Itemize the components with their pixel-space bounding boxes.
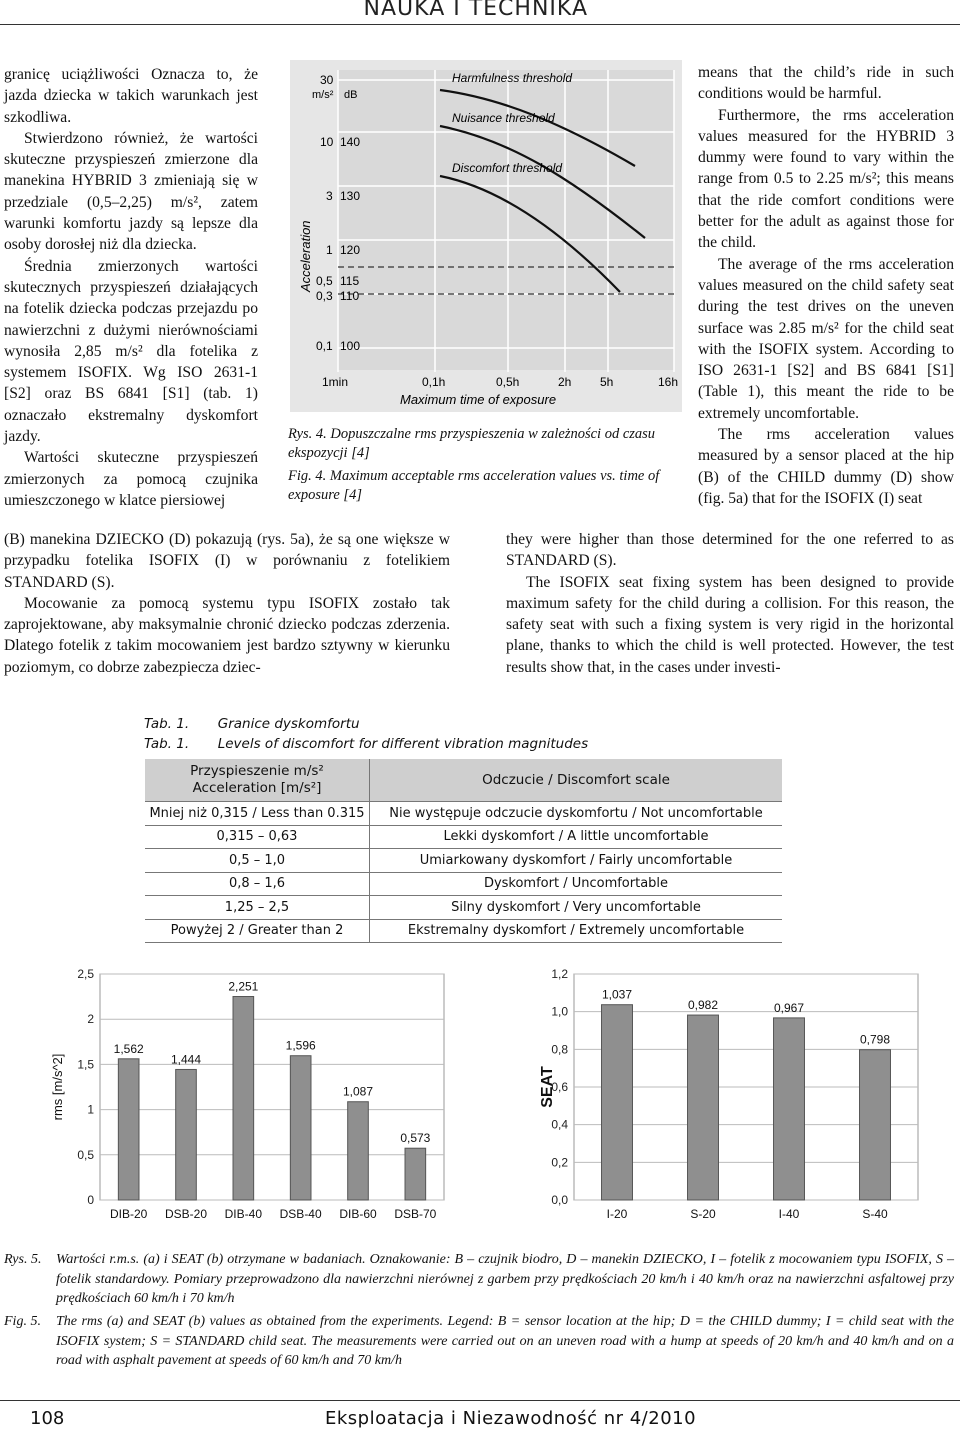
data-label: 1,444	[170, 1052, 202, 1067]
y-tick-ms2: 0,5	[316, 274, 333, 288]
header-line: Przyspieszenie m/s²	[190, 763, 324, 779]
bar	[405, 1148, 426, 1200]
data-label: 0,573	[400, 1131, 431, 1146]
figure-5-caption-en	[4, 1312, 954, 1371]
table-row	[145, 825, 782, 849]
bar	[233, 997, 254, 1200]
figure-label: Rys. 5.	[4, 1252, 42, 1267]
x-tick-label: DIB-60	[339, 1207, 377, 1221]
journal-name: Eksploatacja i Niezawodność nr 4/2010	[325, 1408, 697, 1429]
data-label: 1,037	[601, 987, 633, 1002]
x-tick: 0,5h	[496, 375, 520, 389]
y-axis-label: SEAT	[539, 1066, 556, 1108]
left-paragraph: granicę uciążliwości Oznacza to, że jazda dziecka w takich warunkach jest szkodliwa.	[4, 66, 258, 126]
bar	[176, 1069, 197, 1200]
right-paragraph: they were higher than those determined for the one referred to as STANDARD (S).	[506, 531, 954, 570]
x-tick-label: S-20	[690, 1207, 716, 1221]
y-tick-label: 2,5	[77, 967, 94, 981]
bar	[348, 1102, 369, 1200]
y-tick-label: 0,6	[551, 1080, 568, 1094]
header-rule	[0, 24, 960, 25]
table-cell: Dyskomfort / Uncomfortable	[370, 872, 783, 896]
y-tick-label: 0,8	[551, 1042, 568, 1057]
right-paragraph: means that the child’s ride in such conditions would be harmful.	[698, 64, 954, 103]
plot-area	[100, 974, 444, 1200]
bar	[860, 1050, 891, 1200]
y-tick-label: 2	[87, 1012, 94, 1027]
table-row	[145, 872, 782, 896]
bar	[290, 1056, 311, 1200]
data-label: 1,087	[342, 1084, 374, 1099]
y-tick-ms2: 1	[326, 243, 333, 257]
x-tick: 0,1h	[422, 375, 446, 389]
curve-label: Harmfulness threshold	[452, 71, 573, 85]
figure-5b-seat-chart	[518, 962, 938, 1234]
y-tick-label: 0,0	[551, 1193, 568, 1207]
x-tick: 5h	[600, 375, 614, 389]
y-tick-label: 1,2	[551, 967, 568, 981]
right-paragraph: The average of the rms acceleration values measured on the child safety seat during the test drives on the uneven surface was 2.85 m/s² for the child seat with the ISOFIX system. According to ISO 2631-1 [S2] and BS 6841 [S1] (Table 1), this meant the ride to be extremely uncomfortable.	[698, 255, 954, 422]
y-tick-ms2: 0,1	[316, 339, 333, 353]
left-paragraph: (B) manekina DZIECKO (D) pokazują (rys. 5a), że są one większe w przypadku fotelika ISOFIX (I) w porównaniu z fotelikiem STANDARD (S).	[4, 531, 450, 591]
data-label: 0,967	[773, 1000, 805, 1015]
section-title: NAUKA I TECHNIKA	[363, 0, 588, 21]
figure-4-exposure-chart	[290, 60, 682, 412]
x-tick-label: DIB-20	[109, 1207, 148, 1221]
axis-unit-ms2: m/s²	[312, 89, 334, 101]
table-cell: Nie występuje odczucie dyskomfortu / Not uncomfortable	[370, 802, 783, 826]
y-tick-label: 1,5	[77, 1057, 94, 1072]
figure-5-caption-pl	[4, 1250, 954, 1309]
table-cell: 1,25 – 2,5	[145, 896, 370, 920]
y-tick-label: 0,5	[77, 1147, 94, 1162]
right-paragraph: Furthermore, the rms acceleration values measured for the HYBRID 3 dummy were found to vary within the range from 0.5 to 2.25 m/s²; this means that the ride comfort conditions were better for the adult as against those for the child.	[698, 106, 954, 252]
footer-rule	[0, 1400, 960, 1401]
y-tick-ms2: 10	[320, 135, 334, 149]
y-tick-label: 0,4	[551, 1117, 568, 1132]
y-tick-db: 140	[340, 135, 361, 149]
x-tick: 16h	[658, 375, 679, 389]
bar	[118, 1059, 139, 1200]
table-title-pl: Granice dyskomfortu	[217, 716, 360, 732]
table-cell: 0,8 – 1,6	[145, 872, 370, 896]
right-paragraph: The rms acceleration values measured by a sensor placed at the hip (B) of the CHILD dummy (D) show (fig. 5a) that for the ISOFIX (I) seat	[698, 426, 954, 507]
x-tick-label: DSB-70	[394, 1207, 437, 1221]
data-label: 1,596	[285, 1038, 316, 1053]
right-lower-block	[506, 529, 954, 678]
table-cell: Silny dyskomfort / Very uncomfortable	[370, 896, 783, 920]
left-paragraph: Średnia zmierzonych wartości skutecznych przyspieszeń działających na fotelik dziecka podczas przejazdu po nawierzchni z dużymi nierównościami wynosiła 2,85 m/s² dla fotelika z systemem ISOFIX. Wg ISO 2631-1 [S2] oraz BS 6841 [S1] (tab. 1) oznaczało ekstremalny dyskomfort jazdy.	[4, 257, 258, 446]
x-tick-label: I-40	[778, 1207, 800, 1221]
y-tick-db: 120	[340, 243, 361, 257]
x-tick-label: S-40	[862, 1207, 888, 1221]
x-tick: 2h	[558, 375, 572, 389]
x-tick-label: I-20	[606, 1207, 628, 1221]
y-tick-db: 115	[340, 274, 360, 288]
table-caption-pl	[144, 716, 360, 732]
x-tick-label: DIB-40	[224, 1207, 263, 1221]
curve-label: Nuisance threshold	[452, 111, 555, 125]
right-paragraph: The ISOFIX seat fixing system has been designed to provide maximum safety for the child during a collision. For this reason, the safety seat with such a fixing system is very rigid in the horizontal plane, thanks to which the child is well protected. However, the test results show that, in the cases under investi-	[506, 573, 954, 676]
curve-label: Discomfort threshold	[452, 161, 563, 175]
figure-4-caption-en: Fig. 4. Maximum acceptable rms acceleration values vs. time of exposure [4]	[288, 468, 660, 503]
table-cell: 0,5 – 1,0	[145, 849, 370, 873]
table-row	[145, 802, 782, 826]
left-paragraph: Wartości skuteczne przyspieszeń zmierzonych za pomocą czujnika umieszczonego w klatce piersiowej	[4, 449, 258, 509]
table-row	[145, 896, 782, 920]
y-tick-label: 0,2	[551, 1155, 568, 1170]
y-tick-ms2: 30	[320, 73, 334, 87]
x-tick-label: DSB-20	[164, 1207, 208, 1221]
y-tick-label: 1	[87, 1102, 94, 1117]
table-title-en: Levels of discomfort for different vibration magnitudes	[217, 736, 589, 752]
axis-unit-db: dB	[344, 89, 358, 101]
table-label: Tab. 1.	[144, 716, 190, 732]
x-tick: 1min	[322, 375, 349, 389]
table-header-row	[145, 759, 782, 802]
table-label: Tab. 1.	[144, 736, 190, 752]
table-caption-en	[144, 736, 588, 752]
table-row	[145, 849, 782, 873]
figure-label: Fig. 5.	[4, 1314, 41, 1329]
bar	[688, 1015, 719, 1200]
data-label: 1,562	[113, 1041, 144, 1056]
y-axis-label: Acceleration	[298, 220, 313, 292]
table-cell: Powyżej 2 / Greater than 2	[145, 919, 370, 943]
header-line: Acceleration [m/s²]	[192, 780, 322, 796]
table-cell: Ekstremalny dyskomfort / Extremely uncomfortable	[370, 919, 783, 943]
table-cell: 0,315 – 0,63	[145, 825, 370, 849]
x-axis-label: Maximum time of exposure	[400, 392, 557, 407]
left-column	[4, 64, 258, 511]
table-row	[145, 919, 782, 943]
data-label: 0,982	[687, 998, 719, 1013]
y-axis-label: rms [m/s^2]	[50, 1053, 65, 1121]
data-label: 0,798	[859, 1032, 891, 1047]
table-cell: Mniej niż 0,315 / Less than 0.315	[145, 802, 370, 826]
y-tick-ms2: 0,3	[316, 289, 333, 303]
table-cell: Umiarkowany dyskomfort / Fairly uncomfortable	[370, 849, 783, 873]
y-tick-ms2: 3	[326, 189, 333, 203]
left-paragraph: Stwierdzono również, że wartości skuteczne przyspieszeń zmierzone dla manekina HYBRID 3 zmieniają się w przedziale (0,5–2,25) m/s², zatem warunki komfortu jazdy są lepsze dla osoby dorosłej niż dla dziecka.	[4, 129, 258, 254]
x-tick-label: DSB-40	[279, 1207, 322, 1221]
left-lower-block	[4, 529, 450, 678]
bar	[774, 1018, 805, 1200]
table-header-cell	[145, 759, 370, 802]
y-tick-db: 100	[340, 339, 361, 353]
bar	[602, 1005, 633, 1200]
left-paragraph: Mocowanie za pomocą systemu typu ISOFIX zostało tak zaprojektowane, aby maksymalnie chronić dziecko podczas zderzenia. Dlatego fotelik z takim mocowaniem jest bardzo sztywny w kierunku poziomym, co dobrze zabezpiecza dziec-	[4, 594, 450, 676]
caption-text: The rms (a) and SEAT (b) values as obtained from the experiments. Legend: B = sensor location at the hip; D = the CHILD dummy; I = child seat with the ISOFIX system; S = STANDARD child seat. The measurements were carried out on an uneven road with a hump at speeds of 20 km/h and 40 km/h and on a road with asphalt pavement at speeds of 60 km/h and 70 km/h	[56, 1314, 954, 1368]
figure-5a-rms-chart	[40, 962, 460, 1234]
right-column	[698, 62, 954, 509]
y-tick-label: 0	[87, 1193, 94, 1207]
y-tick-db: 110	[340, 289, 360, 303]
figure-4-caption-pl: Rys. 4. Dopuszczalne rms przyspieszenia w zależności od czasu ekspozycji [4]	[288, 426, 656, 461]
table-header-cell: Odczucie / Discomfort scale	[370, 759, 783, 802]
y-tick-label: 1,0	[551, 1004, 568, 1019]
data-label: 2,251	[228, 979, 259, 994]
discomfort-table	[145, 759, 782, 943]
caption-text: Wartości r.m.s. (a) i SEAT (b) otrzymane w badaniach. Oznakowanie: B – czujnik biodro, D – manekin DZIECKO, I – fotelik z mocowaniem typu ISOFIX, S – fotelik standardowy. Pomiary przeprowadzono dla nawierzchni nierównej z garbem przy prędkościach 20 km/h i 40 km/h oraz na nawierzchni asfaltowej przy prędkościach 60 km/h i 70 km/h	[56, 1252, 954, 1306]
page-number: 108	[30, 1408, 65, 1429]
table-cell: Lekki dyskomfort / A little uncomfortable	[370, 825, 783, 849]
y-tick-db: 130	[340, 189, 361, 203]
